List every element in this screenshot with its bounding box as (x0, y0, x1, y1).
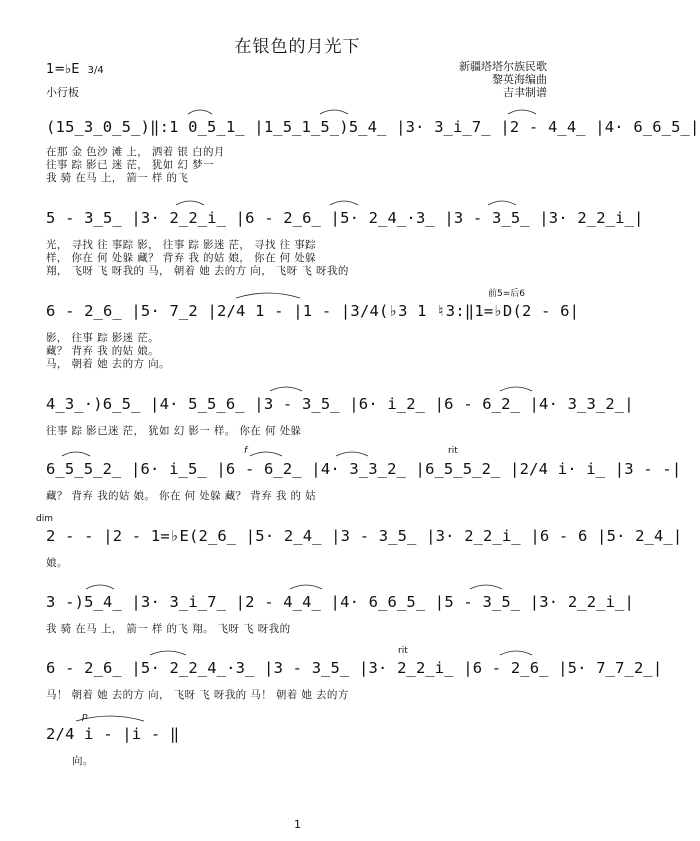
dynamic-forte: f (244, 446, 248, 456)
credit-engraver: 吉聿制谱 (503, 86, 547, 99)
lyric-line-7: 我 骑 在马 上， 箭一 样 的飞 翔。 飞呀 飞 呀我的 (46, 623, 291, 635)
dynamic-piano: p (82, 712, 88, 722)
tempo-marking: 小行板 (46, 86, 79, 99)
page-number: 1 (294, 818, 301, 831)
credit-origin: 新疆塔塔尔族民歌 (459, 60, 547, 73)
notation-line-9: 2/4 i - |i - ‖ (46, 725, 180, 743)
lyric-line-3-verse-1: 影， 往事 踪 影迷 茫。 (46, 332, 160, 344)
credit-arranger: 黎英海编曲 (492, 73, 547, 86)
lyric-line-3-verse-3: 马， 朝着 她 去的方 向。 (46, 358, 170, 370)
lyric-line-1-verse-1: 在那 金 色沙 滩 上， 洒着 银 白的月 (46, 146, 225, 158)
tie-16 (150, 651, 186, 655)
tie-12 (336, 452, 368, 456)
tie-15 (470, 585, 502, 589)
tie-7 (236, 293, 300, 298)
time-signature: 3/4 (87, 65, 104, 76)
tie-6 (488, 201, 516, 205)
lyric-line-9: 向。 (72, 755, 94, 767)
tie-1 (188, 110, 212, 114)
tie-17 (500, 651, 532, 655)
notation-line-3: 6 - 2̲6̲ |5· 7̲2 |2/4 1 - |1 - |3/4(♭3 1 ♮3:‖1=♭D(2 - 6| (46, 302, 580, 320)
lyric-line-2-verse-1: 光， 寻找 往 事踪 影， 往事 踪 影迷 茫， 寻找 往 事踪 (46, 239, 317, 251)
diminuendo-marking: dim (36, 514, 53, 524)
lyric-line-2-verse-3: 翔， 飞呀 飞 呀我的 马， 朝着 她 去的方 向， 飞呀 飞 呀我的 (46, 265, 349, 277)
lyric-line-2-verse-2: 样， 你在 何 处躲 藏？ 背弃 我 的姑 娘， 你在 何 处躲 (46, 252, 317, 264)
key-signature: 1=♭E (46, 62, 80, 77)
tie-2 (320, 110, 348, 114)
tie-13 (86, 585, 114, 589)
lyric-line-5: 藏？ 背弃 我的姑 娘。 你在 何 处躲 藏？ 背弃 我 的 姑 (46, 490, 317, 502)
notation-line-6: 2 - - |2 - 1=♭E(2̲6̲ |5· 2̲4̲ |3 - 3̲5̲ |3· 2̲2̲i̲ |6 - 6 |5· 2̲4̲| (46, 527, 683, 545)
key-time-signature (46, 62, 104, 77)
tempo-relation-marking: 前5=后6 (488, 289, 525, 299)
tie-9 (500, 387, 532, 391)
lyric-line-1-verse-3: 我 骑 在马 上， 箭一 样 的飞 (46, 172, 189, 184)
ritardando-marking-2: rit (398, 646, 408, 656)
tie-4 (176, 201, 204, 205)
lyric-line-1-verse-2: 往事 踪 影已 迷 茫， 犹如 幻 梦一 (46, 159, 214, 171)
tie-11 (250, 452, 282, 456)
notation-line-4: 4̲3̲·)6̲5̲ |4· 5̲5̲6̲ |3 - 3̲5̲ |6· i̲2̲ |6 - 6̲2̲ |4· 3̲3̲2̲| (46, 395, 634, 413)
ritardando-marking-1: rit (448, 446, 458, 456)
tie-8 (270, 387, 302, 391)
lyric-line-4: 往事 踪 影已迷 茫， 犹如 幻 影一 样。 你在 何 处躲 (46, 425, 302, 437)
tie-10 (62, 452, 90, 456)
tie-5 (330, 201, 358, 205)
notation-line-1: (15̲3̲0̲5̲)‖:1 0̲5̲1̲ |1̲5̲1̲5̲)5̲4̲ |3· 3̲i̲7̲ |2 - 4̲4̲ |4· 6̲6̲5̲| (46, 118, 700, 136)
notation-line-8: 6 - 2̲6̲ |5· 2̲2̲4̲·3̲ |3 - 3̲5̲ |3· 2̲2̲i̲ |6 - 2̲6̲ |5· 7̲7̲2̲| (46, 659, 663, 677)
lyric-line-3-verse-2: 藏？ 背弃 我 的姑 娘。 (46, 345, 160, 357)
lyric-line-6: 娘。 (46, 557, 68, 569)
notation-line-2: 5 - 3̲5̲ |3· 2̲2̲i̲ |6 - 2̲6̲ |5· 2̲4̲·3̲ |3 - 3̲5̲ |3· 2̲2̲i̲| (46, 209, 644, 227)
notation-line-5: 6̲5̲5̲2̲ |6· i̲5̲ |6 - 6̲2̲ |4· 3̲3̲2̲ |6̲5̲5̲2̲ |2/4 i· i̲ |3 - -| (46, 460, 682, 478)
tie-3 (508, 110, 536, 114)
tie-14 (290, 585, 322, 589)
notation-line-7: 3 -)5̲4̲ |3· 3̲i̲7̲ |2 - 4̲4̲ |4· 6̲6̲5̲ |5 - 3̲5̲ |3· 2̲2̲i̲| (46, 593, 634, 611)
song-title: 在银色的月光下 (234, 37, 361, 57)
lyric-line-8: 马！ 朝着 她 去的方 向， 飞呀 飞 呀我的 马！ 朝着 她 去的方 (46, 689, 349, 701)
